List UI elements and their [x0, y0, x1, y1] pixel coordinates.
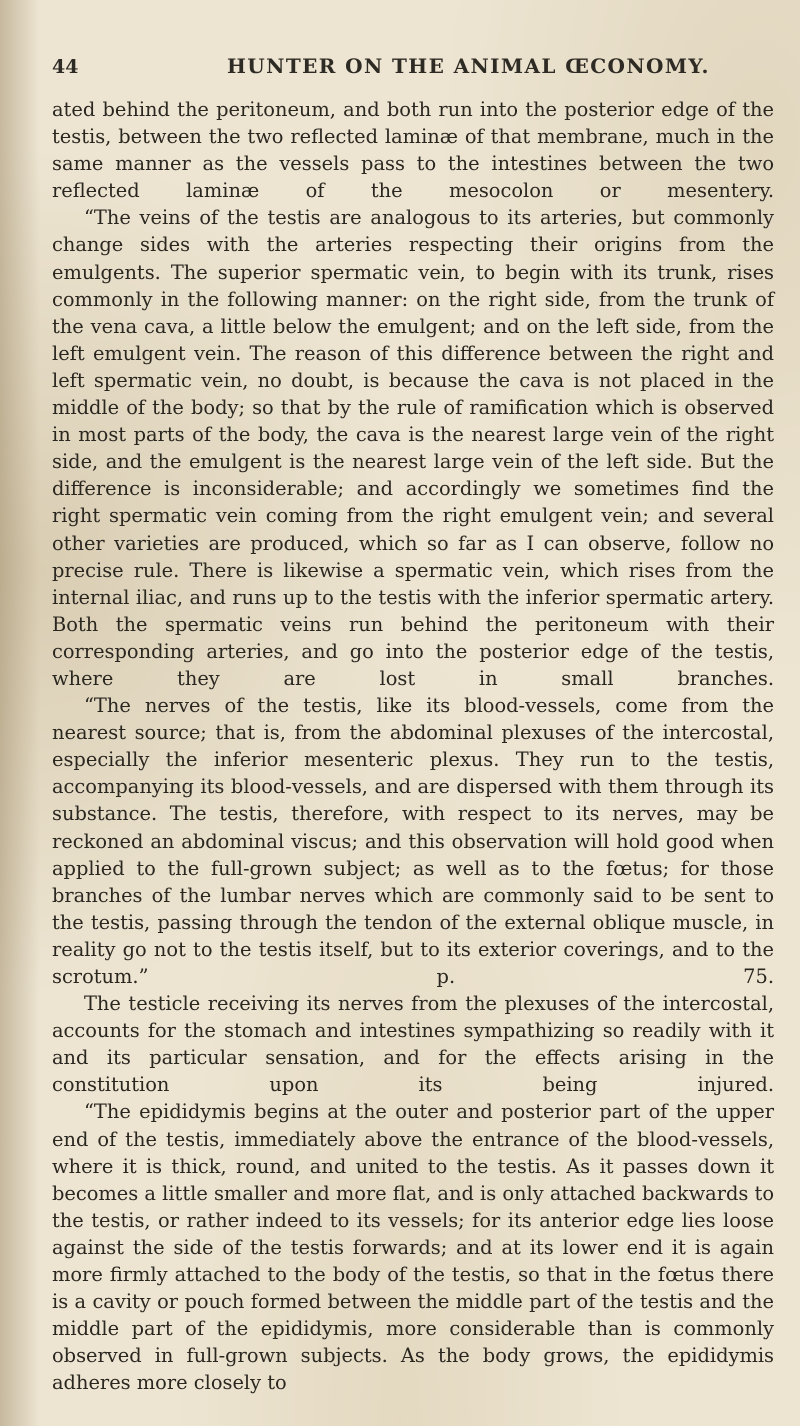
- page-number: 44: [52, 56, 79, 78]
- paragraph-continued: ated behind the peritoneum, and both run into the posterior edge of the testis, between the two reflected laminæ of that membrane, much in the same manner as the vessels pass to the intestines between the two reflected laminæ of the mesocolon or mesentery.: [52, 98, 774, 203]
- paragraph-epididymis: “The epididymis begins at the outer and posterior part of the upper end of the testis, immediately above the entrance of the blood-vessels, where it is thick, round, and united to the testis. As it passes down it becomes a little smaller and more flat, and is only attached backwards to the testis, or rather indeed to its vessels; for its anterior edge lies loose against the side of the testis forwards; and at its lower end it is again more firmly attached to the body of the testis, so that in the fœtus there is a cavity or pouch formed between the middle part of the testis and the middle part of the epididymis, more considerable than is commonly observed in full-grown subjects. As the body grows, the epididymis adheres more closely to: [52, 1100, 774, 1395]
- paragraph-nerves: “The nerves of the testis, like its blood-vessels, come from the nearest source; that is, from the abdominal plexuses of the intercostal, especially the inferior mesenteric plexus. They run to the testis, accompanying its blood-vessels, and are dispersed with them through its substance. The testis, therefore, with respect to its nerves, may be reckoned an abdominal viscus; and this observation will hold good when applied to the full-grown subject; as well as to the fœtus; for those branches of the lumbar nerves which are commonly said to be sent to the testis, passing through the tendon of the external oblique muscle, in reality go not to the testis itself, but to its exterior coverings, and to the scrotum.” p. 75.: [52, 694, 774, 988]
- paragraph-testicle-sympathy: The testicle receiving its nerves from the plexuses of the intercostal, accounts for the stomach and intestines sympathizing so readily with it and its particular sensation, and for the effects arising in the constitution upon its being injured.: [52, 992, 774, 1097]
- paragraph-veins: “The veins of the testis are analogous to its arteries, but commonly change sides with the arteries respecting their origins from the emulgents. The superior spermatic vein, to begin with its trunk, rises commonly in the following manner: on the right side, from the trunk of the vena cava, a little below the emulgent; and on the left side, from the left emulgent vein. The reason of this difference between the right and left spermatic vein, no doubt, is because the cava is not placed in the middle of the body; so that by the rule of ramification which is observed in most parts of the body, the cava is the nearest large vein of the right side, and the emulgent is the nearest large vein of the left side. But the difference is inconsiderable; and accordingly we sometimes find the right spermatic vein coming from the right emulgent vein; and several other varieties are produced, which so far as I can observe, follow no precise rule. There is likewise a spermatic vein, which rises from the internal iliac, and runs up to the testis with the inferior spermatic artery. Both the spermatic veins run behind the peritoneum with their corresponding arteries, and go into the posterior edge of the testis, where they are lost in small branches.: [52, 206, 774, 690]
- body-text: [52, 96, 774, 1397]
- page-header: [52, 50, 772, 86]
- page-gutter-shadow: [0, 0, 40, 1426]
- running-title: HUNTER ON THE ANIMAL ŒCONOMY.: [227, 54, 710, 78]
